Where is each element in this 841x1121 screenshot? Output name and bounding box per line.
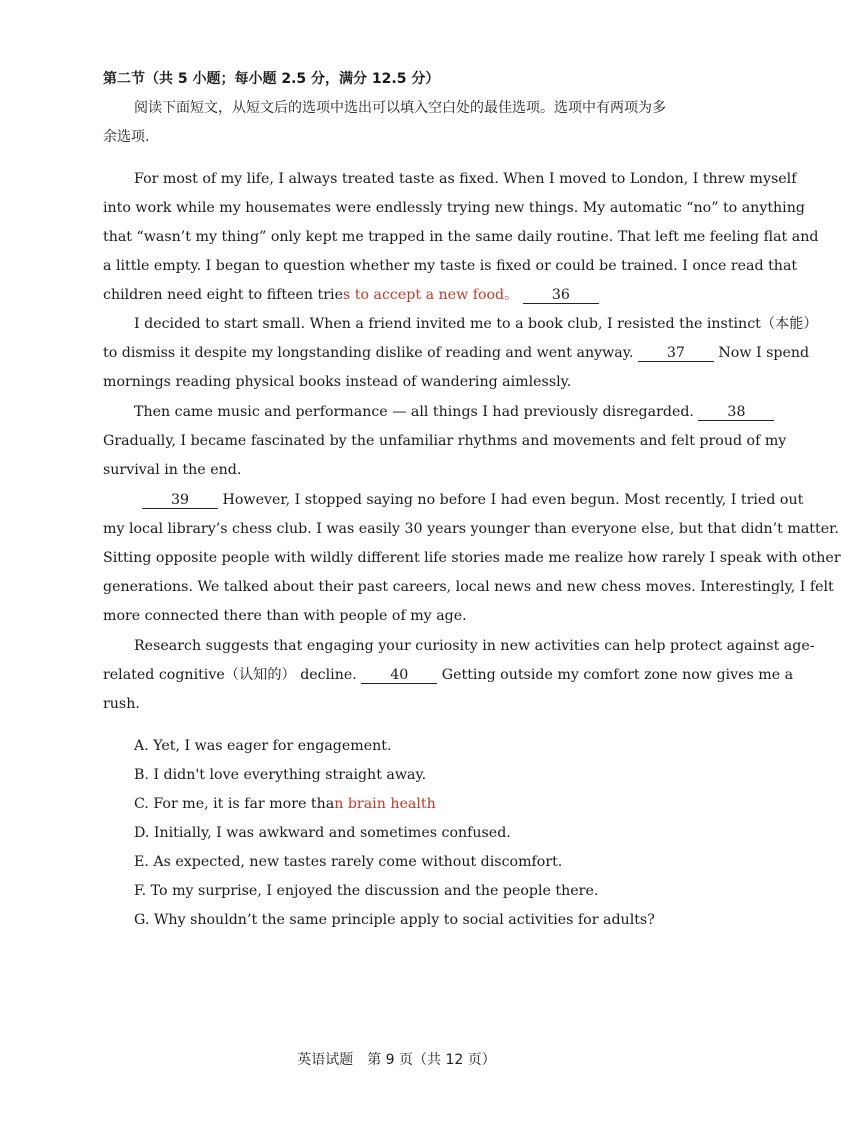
passage-p4-line-1: [142, 490, 804, 510]
passage-p5-line-3: rush.: [103, 696, 140, 712]
instruction-line-2: 余选项.: [103, 129, 150, 145]
red-annotation-mark: 。: [504, 287, 519, 303]
passage-p5-line-1: Research suggests that engaging your curiosity in new activities can help protect against age-: [134, 638, 815, 654]
passage-p5-line-2-text-a: related cognitive（认知的） decline.: [103, 667, 357, 683]
passage-p2-line-2: [103, 343, 810, 363]
passage-p1-line-1: For most of my life, I always treated taste as fixed. When I moved to London, I threw myself: [134, 171, 797, 187]
passage-p5-line-2-text-b: Getting outside my comfort zone now gives me a: [441, 667, 794, 683]
passage-p1-line-2: into work while my housemates were endlessly trying new things. My automatic “no” to anything: [103, 200, 805, 216]
passage-p1-line-5: [103, 285, 728, 305]
blank-39: 39: [142, 492, 218, 509]
blank-40: 40: [361, 667, 437, 684]
option-d: D. Initially, I was awkward and sometimes confused.: [134, 825, 511, 841]
option-g: G. Why shouldn’t the same principle apply to social activities for adults?: [134, 912, 655, 928]
passage-p1-line-3: that “wasn’t my thing” only kept me trapped in the same daily routine. That left me feeling flat and: [103, 229, 819, 245]
red-annotation-text: s to accept a new food: [342, 287, 505, 303]
passage-p4-line-5: more connected there than with people of my age.: [103, 608, 467, 624]
passage-p2-line-1: [134, 314, 818, 334]
passage-p1-line-4: a little empty. I began to question whether my taste is fixed or could be trained. I once read that: [103, 258, 798, 274]
blank-37: 37: [638, 345, 714, 362]
blank-36: 36: [523, 287, 599, 304]
passage-p2-line-2-text-a: to dismiss it despite my longstanding dislike of reading and went anyway.: [103, 345, 634, 361]
passage-p4-line-3: Sitting opposite people with wildly different life stories made me realize how rarely I speak with other: [103, 550, 841, 566]
passage-p4-line-1-text: However, I stopped saying no before I had even begun. Most recently, I tried out: [222, 492, 804, 508]
option-b: B. I didn't love everything straight away.: [134, 767, 427, 783]
passage-p3-line-1-text: Then came music and performance — all things I had previously disregarded.: [134, 404, 694, 420]
option-c: [134, 794, 759, 814]
option-c-text: C. For me, it is far more tha: [134, 796, 335, 812]
option-e: E. As expected, new tastes rarely come without discomfort.: [134, 854, 563, 870]
page-footer: 英语试题 第 9 页（共 12 页）: [297, 1052, 496, 1068]
passage-p4-line-4: generations. We talked about their past careers, local news and new chess moves. Interestingly, I felt: [103, 579, 834, 595]
option-f: F. To my surprise, I enjoyed the discussion and the people there.: [134, 883, 599, 899]
passage-p1-line-5-text: children need eight to fifteen trie: [103, 287, 343, 303]
blank-38: 38: [698, 404, 774, 421]
passage-p3-line-3: survival in the end.: [103, 462, 242, 478]
option-c-red-annotation: n brain health: [334, 796, 436, 812]
passage-p2-line-2-text-b: Now I spend: [718, 345, 810, 361]
passage-p2-line-3: mornings reading physical books instead of wandering aimlessly.: [103, 374, 572, 390]
option-a: A. Yet, I was eager for engagement.: [134, 738, 392, 754]
instruction-line-1: 阅读下面短文，从短文后的选项中选出可以填入空白处的最佳选项。选项中有两项为多: [134, 100, 666, 116]
passage-p3-line-1: [134, 402, 746, 422]
passage-p5-line-2: [103, 665, 794, 685]
passage-p3-line-2: Gradually, I became fascinated by the unfamiliar rhythms and movements and felt proud of my: [103, 433, 787, 449]
passage-p2-line-1-text: I decided to start small. When a friend invited me to a book club, I resisted the instinct（本能）: [134, 316, 818, 332]
section-title: 第二节（共 5 小题；每小题 2.5 分，满分 12.5 分）: [103, 71, 440, 87]
passage-p4-line-2: my local library’s chess club. I was easily 30 years younger than everyone else, but that didn’t matter.: [103, 521, 839, 537]
